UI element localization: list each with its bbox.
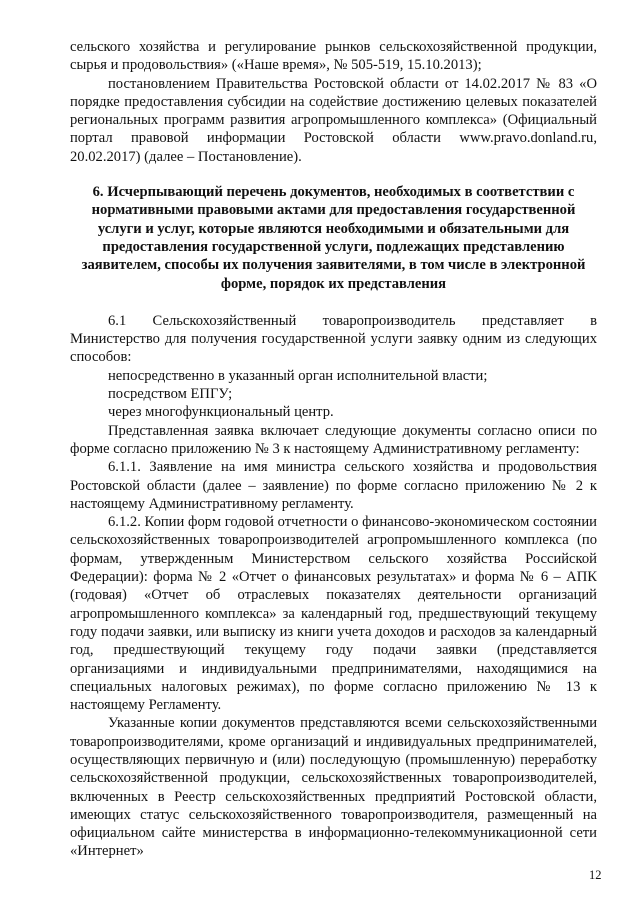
paragraph-6-1-2: 6.1.2. Копии форм годовой отчетности о финансово-экономическом состоянии сельскохозяйственных товаропроизводителей агропромышленного комплекса (по формам, утвержденным Министерством сельского хозяйства Российской Федерации): форма № 2 «Отчет о финансовых результатах» и форма № 6 – АПК (годовая) «Отчет об отраслевых показателях деятельности организаций агропромышленного комплекса» за календарный год, предшествующий текущему году подачи заявки, или выписку из книги учета доходов и расходов за календарный год, предшествующий текущему году подачи заявки (представляется организациями и индивидуальными предпринимателями, находящимися на специальных налоговых режимах), по форме согласно приложению № 13 к настоящему Регламенту.	[70, 514, 597, 714]
paragraph-6-1: 6.1 Сельскохозяйственный товаропроизводитель представляет в Министерство для получения государственной услуги заявку одним из следующих способов:	[70, 312, 597, 366]
page-number: 12	[589, 868, 602, 882]
paragraph-included-docs: Представленная заявка включает следующие документы согласно описи по форме согласно приложению № 3 к настоящему Административному регламенту:	[70, 422, 597, 457]
paragraph-6-1-1: 6.1.1. Заявление на имя министра сельского хозяйства и продовольствия Ростовской области (далее – заявление) по форме согласно приложению № 2 к настоящему Административному регламенту.	[70, 459, 597, 512]
page-body	[70, 38, 597, 861]
method-item: непосредственно в указанный орган исполнительной власти;	[108, 367, 488, 384]
method-item: через многофункциональный центр.	[108, 404, 334, 421]
method-item: посредством ЕПГУ;	[108, 386, 233, 403]
section-heading: 6. Исчерпывающий перечень документов, необходимых в соответствии с нормативными правовыми актами для предоставления государственной услуги и услуг, которые являются необходимыми и обязательными для предоставления государственной услуги, подлежащих представлению заявителем, способы их получения заявителями, в том числе в электронной форме, порядок их представления	[81, 184, 586, 292]
intro-paragraph-1: сельского хозяйства и регулирование рынков сельскохозяйственной продукции, сырья и продовольствия» («Наше время», № 505-519, 15.10.2013);	[70, 39, 597, 74]
intro-paragraph-2: постановлением Правительства Ростовской области от 14.02.2017 № 83 «О порядке предоставления субсидии на содействие достижению целевых показателей региональных программ развития агропромышленного комплекса» (Официальный портал правовой информации Ростовской области www.pravo.donland.ru, 20.02.2017) (далее – Постановление).	[70, 75, 597, 165]
paragraph-copies: Указанные копии документов представляются всеми сельскохозяйственными товаропроизводителями, кроме организаций и индивидуальных предпринимателей, осуществляющих первичную и (или) последующую (промышленную) переработку сельскохозяйственной продукции, сельскохозяйственных товаропроизводителей, включенных в Реестр сельскохозяйственных предприятий Ростовской области, имеющих статус сельскохозяйственного товаропроизводителя, размещенный на официальном сайте министерства в информационно-телекоммуникационной сети «Интернет»	[70, 715, 597, 860]
